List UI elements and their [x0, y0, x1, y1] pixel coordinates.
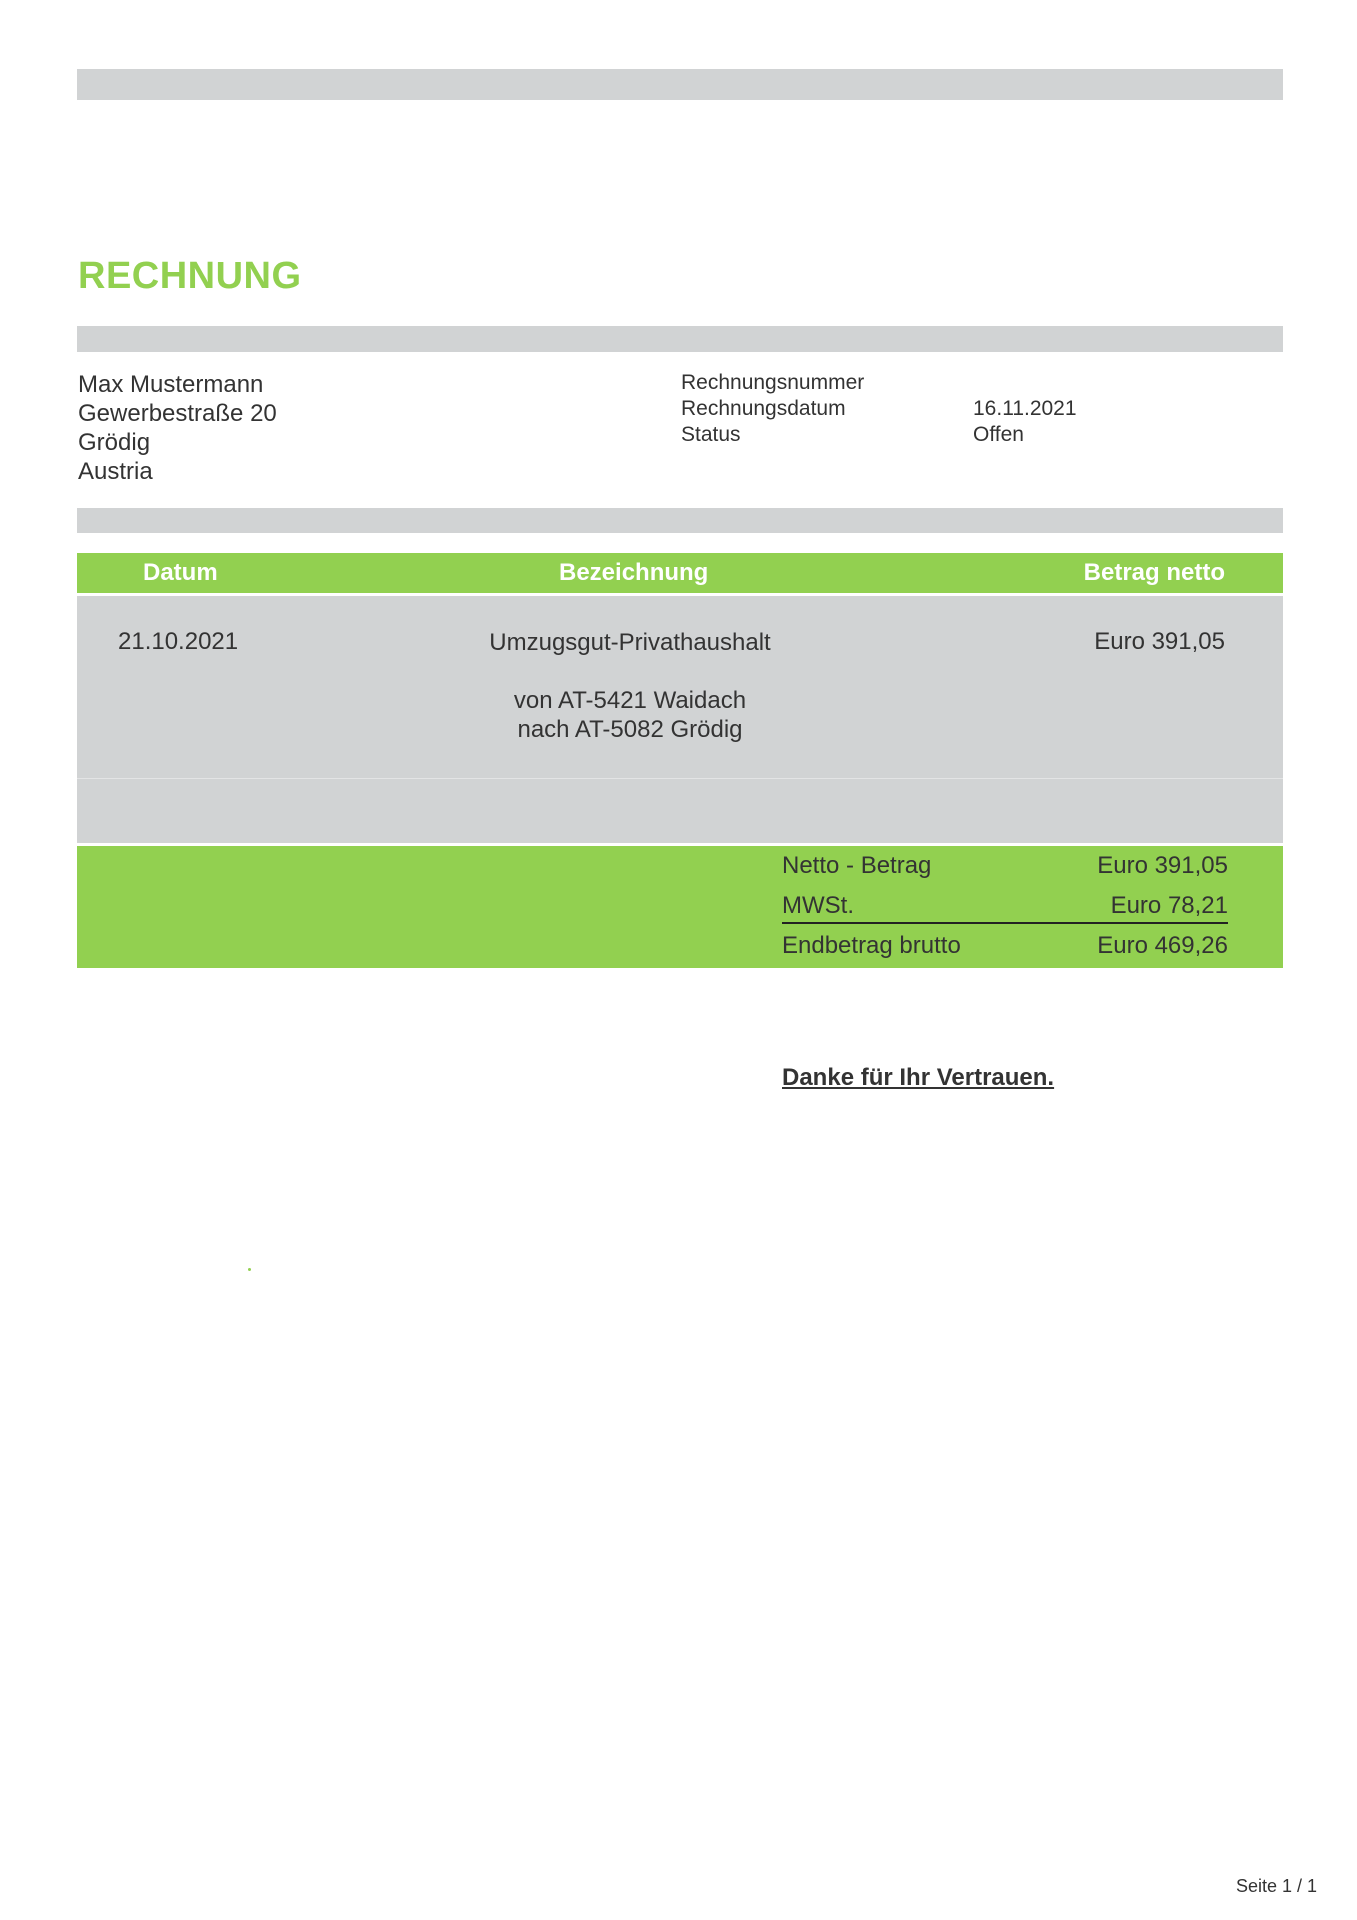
top-divider-bar [77, 69, 1283, 100]
totals-section [77, 846, 1283, 968]
thank-you-note: Danke für Ihr Vertrauen. [782, 1064, 1055, 1091]
gross-total-label: Endbetrag brutto [782, 932, 961, 959]
net-total-label: Netto - Betrag [782, 852, 932, 879]
column-header-amount: Betrag netto [1083, 559, 1225, 586]
status-label: Status [681, 423, 741, 446]
invoice-date-label: Rechnungsdatum [681, 397, 846, 420]
net-total-value: Euro 391,05 [1097, 852, 1228, 879]
row-description [77, 628, 1183, 744]
table-row [77, 596, 1283, 778]
decorative-dot [248, 1268, 251, 1271]
row-route-from: von AT-5421 Waidach [513, 687, 747, 714]
gross-total-row [782, 932, 1228, 964]
column-header-description: Bezeichnung [559, 559, 709, 586]
header-divider-bar [77, 326, 1283, 352]
row-route-to: nach AT-5082 Grödig [517, 716, 743, 743]
customer-street: Gewerbestraße 20 [78, 400, 277, 427]
gross-total-value: Euro 469,26 [1097, 932, 1228, 959]
customer-city: Grödig [78, 429, 151, 456]
vat-label: MWSt. [782, 892, 854, 919]
customer-address [78, 370, 277, 486]
document-title: RECHNUNG [78, 255, 302, 297]
status-value: Offen [973, 423, 1024, 446]
row-description-title: Umzugsgut-Privathaushalt [489, 629, 771, 656]
customer-country: Austria [78, 458, 153, 485]
row-date: 21.10.2021 [118, 628, 239, 655]
vat-value: Euro 78,21 [1110, 892, 1228, 919]
customer-name: Max Mustermann [78, 371, 264, 398]
row-amount: Euro 391,05 [1094, 628, 1225, 655]
column-header-date: Datum [143, 559, 218, 586]
invoice-date-value: 16.11.2021 [973, 397, 1077, 420]
page-number: Seite 1 / 1 [1235, 1876, 1317, 1896]
table-header [77, 553, 1283, 593]
vat-row [782, 892, 1228, 924]
net-total-row [782, 852, 1228, 884]
table-empty-row [77, 778, 1283, 843]
address-divider-bar [77, 508, 1283, 533]
invoice-number-label: Rechnungsnummer [681, 371, 865, 394]
